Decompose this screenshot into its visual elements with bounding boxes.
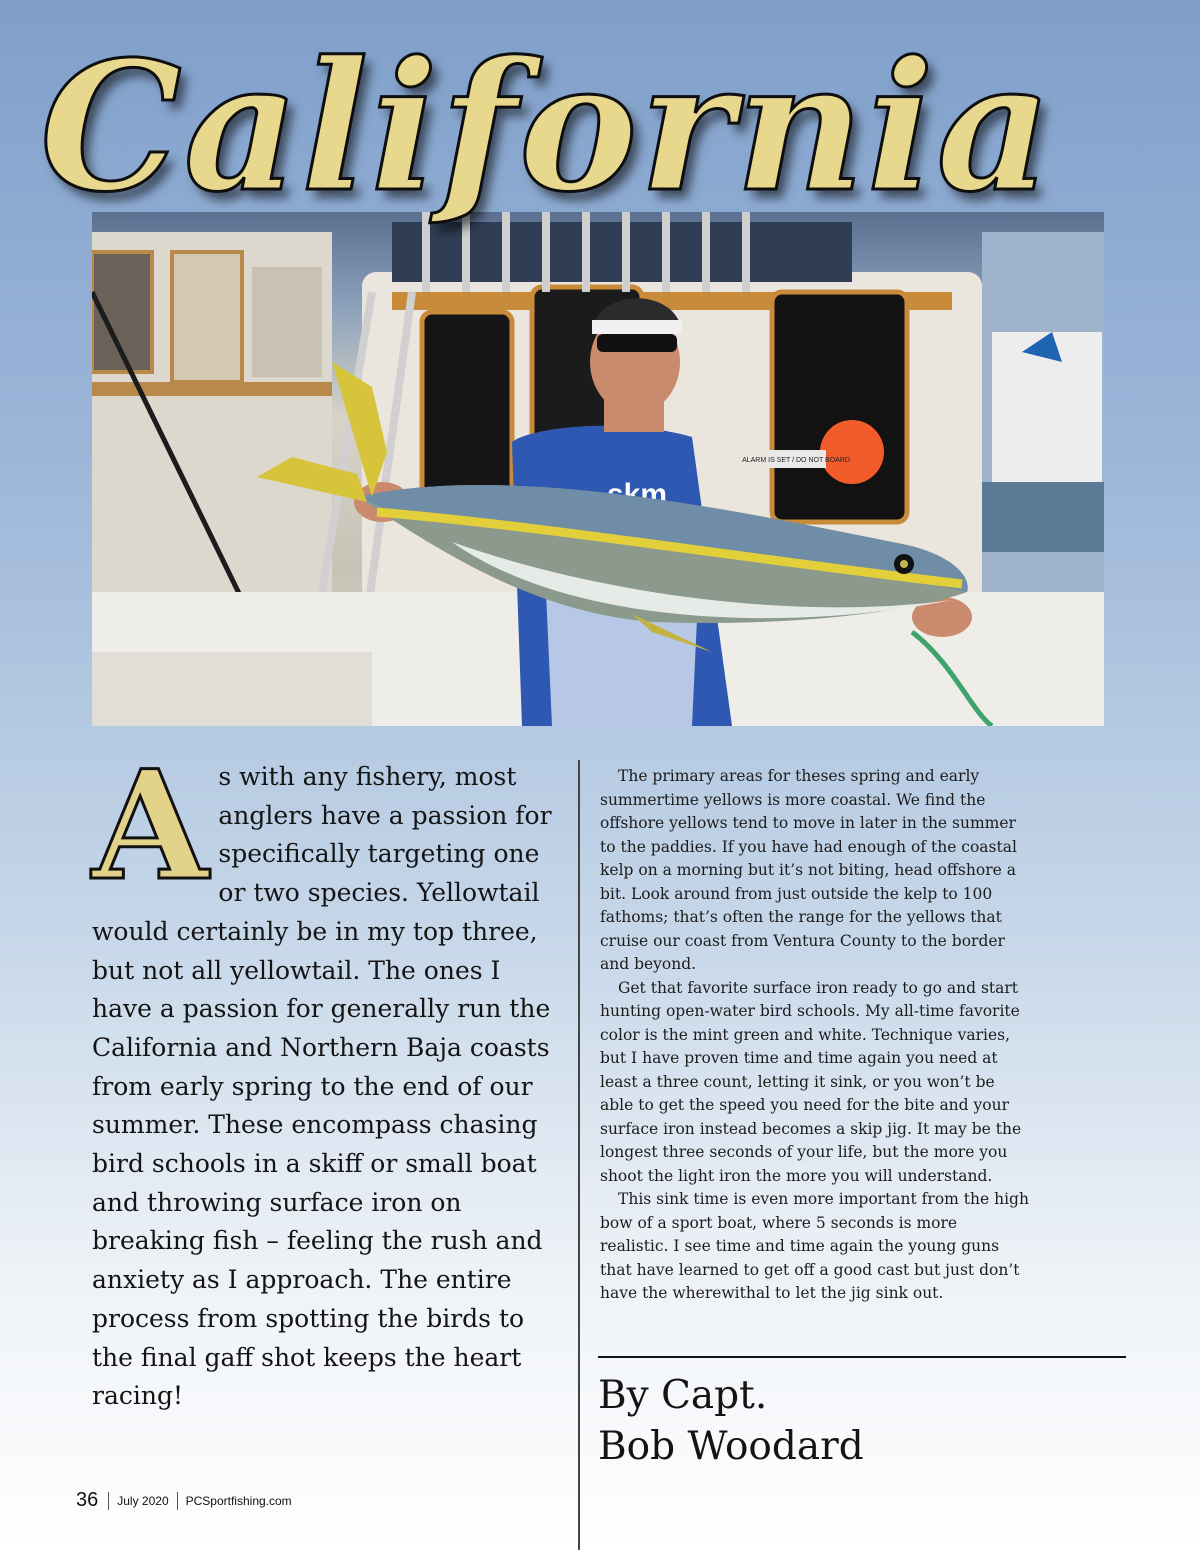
byline-line-1: By Capt.: [598, 1373, 768, 1418]
website-link[interactable]: PCSportfishing.com: [185, 1493, 292, 1508]
angler-with-yellowtail-illustration: [92, 212, 1104, 726]
body-paragraph: The primary areas for theses spring and early summertime yellows is more coastal. We find the offshore yellows tend to move in later in the summer to the paddies. If you have had enough of the coastal kelp on a morning but it’s not biting, head offshore a bit. Look around from just outside the kelp to 100 fathoms; that’s often the range for the yellows that cruise our coast from Ventura County to the border and beyond.: [600, 767, 1017, 973]
headline: California: [40, 22, 1054, 231]
body-paragraph: This sink time is even more important from the high bow of a sport boat, where 5 seconds is more realistic. I see time and time again the young guns that have learned to get off a good cast but just don’t have the wherewithal to let the jig sink out.: [600, 1190, 1029, 1302]
hero-photo: [92, 212, 1104, 726]
page-footer: [76, 1489, 300, 1512]
page-number: 36: [76, 1489, 99, 1511]
byline-divider: [598, 1356, 1126, 1358]
lead-paragraph: [92, 738, 562, 1416]
drop-cap: A: [92, 738, 209, 914]
body-paragraph: Get that favorite surface iron ready to go and start hunting open-water bird schools. My all-time favorite color is the mint green and white. Technique varies, but I have proven time and time again you need at least a three count, letting it sink, or you won’t be able to get the speed you need for the bite and your surface iron instead becomes a skip jig. It may be the longest three seconds of your life, but the more you shoot the light iron the more you will understand.: [600, 978, 1022, 1185]
alarm-label: ALARM IS SET / DO NOT BOARD: [742, 457, 850, 464]
issue-date: July 2020: [117, 1493, 169, 1508]
shirt-logo: skm: [607, 478, 668, 511]
column-divider: [578, 760, 580, 1550]
lead-text: s with any fishery, most anglers have a passion for specifically targeting one or two species. Yellowtail would certainly be in my top three, but not all yellowtail. The ones I have a passion for generally run the California and Northern Baja coasts from early spring to the end of our summer. These encompass chasing bird schools in a skiff or small boat and throwing surface iron on breaking fish – feeling the rush and anxiety as I approach. The entire process from spotting the birds to the final gaff shot keeps the heart racing!: [92, 762, 552, 1411]
footer-separator: [108, 1492, 109, 1510]
lead-column: [92, 738, 562, 1416]
byline-author: Bob Woodard: [598, 1424, 864, 1469]
footer-separator: [177, 1492, 178, 1510]
byline: [598, 1370, 1118, 1472]
body-column: [600, 765, 1030, 1306]
